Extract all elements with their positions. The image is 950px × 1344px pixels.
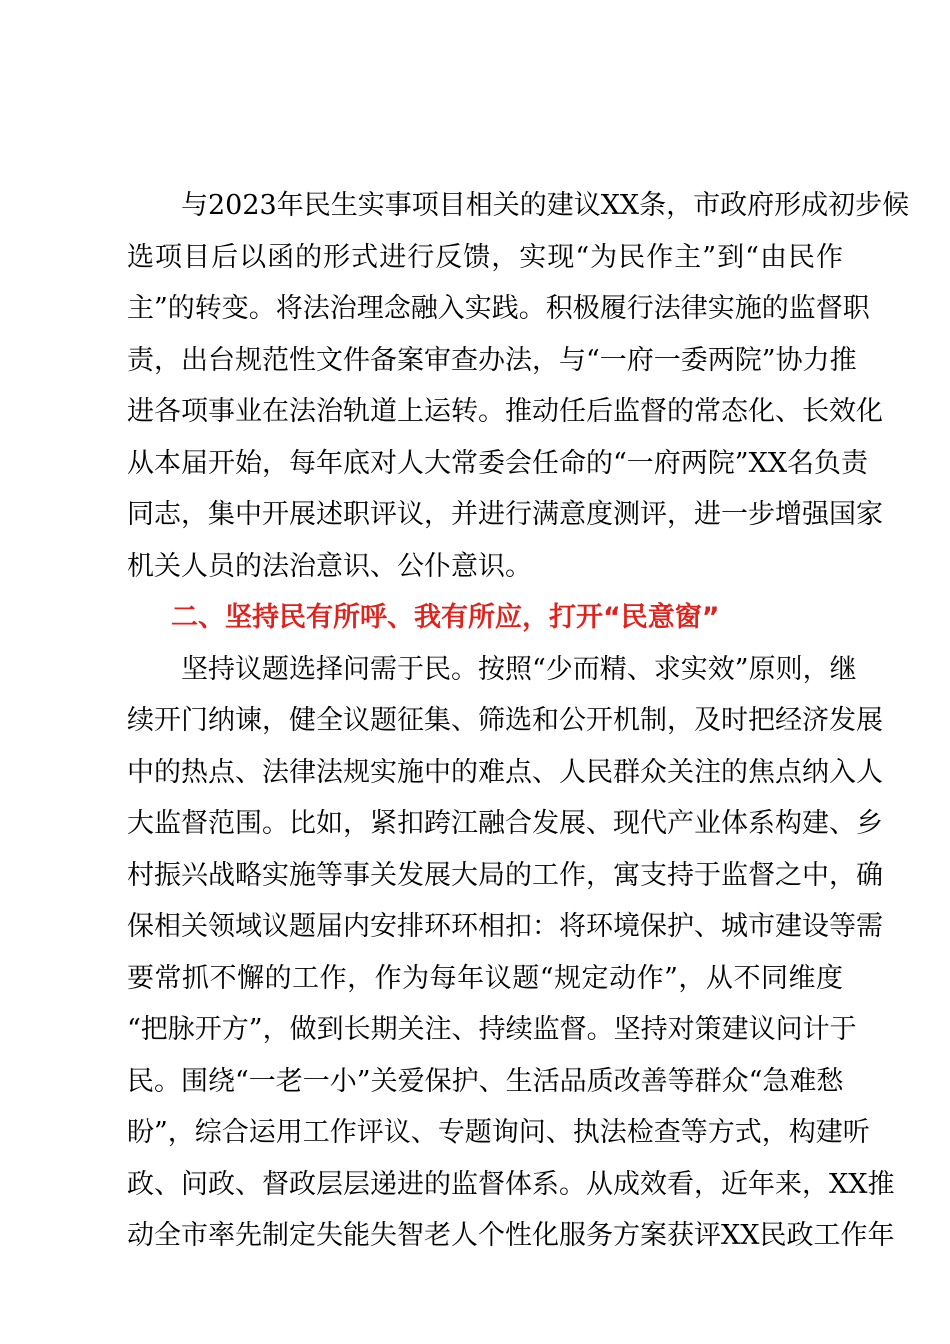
paragraph-line: 民。围绕“一老一小”关爱保护、生活品质改善等群众“急难愁 <box>127 1065 844 1097</box>
paragraph-line: 同志，集中开展述职评议，并进行满意度测评，进一步增强国家 <box>127 499 883 530</box>
document-body <box>127 180 910 1262</box>
section-heading: 二、坚持民有所呼、我有所应，打开“民意窗” <box>171 602 720 633</box>
paragraph-line: 机关人员的法治意识、公仆意识。 <box>127 550 532 582</box>
paragraph-line: 进各项事业在法治轨道上运转。推动任后监督的常态化、长效化 <box>127 396 883 427</box>
paragraph-line: 大监督范围。比如，紧扣跨江融合发展、现代产业体系构建、乡 <box>127 808 883 839</box>
paragraph-line: 坚持议题选择问需于民。按照“少而精、求实效”原则，继 <box>181 653 857 685</box>
paragraph-line: 与2023年民生实事项目相关的建议XX条，市政府形成初步候 <box>181 190 910 221</box>
paragraph-line: 盼”，综合运用工作评议、专题询问、执法检查等方式，构建听 <box>127 1117 870 1148</box>
paragraph-1 <box>127 180 910 592</box>
paragraph-line: 政、问政、督政层层递进的监督体系。从成效看，近年来，XX推 <box>127 1168 895 1200</box>
paragraph-line: 续开门纳谏，健全议题征集、筛选和公开机制，及时把经济发展 <box>127 705 883 736</box>
paragraph-line: 中的热点、法律法规实施中的难点、人民群众关注的焦点纳入人 <box>127 756 883 788</box>
paragraph-line: 保相关领域议题届内安排环环相扣：将环境保护、城市建设等需 <box>127 911 883 942</box>
paragraph-line: 动全市率先制定失能失智老人个性化服务方案获评XX民政工作年 <box>127 1220 895 1251</box>
paragraph-line: 责，出台规范性文件备案审查办法，与“一府一委两院”协力推 <box>127 344 857 376</box>
paragraph-line: 从本届开始，每年底对人大常委会任命的“一府两院”XX名负责 <box>127 447 869 479</box>
paragraph-line: 主”的转变。将法治理念融入实践。积极履行法律实施的监督职 <box>127 293 870 324</box>
paragraph-line: 选项目后以函的形式进行反馈，实现“为民作主”到“由民作 <box>127 241 843 273</box>
paragraph-2 <box>127 644 895 1262</box>
paragraph-line: 要常抓不懈的工作，作为每年议题“规定动作”，从不同维度 <box>127 962 843 994</box>
paragraph-line: “把脉开方”，做到长期关注、持续监督。坚持对策建议问计于 <box>127 1014 857 1045</box>
paragraph-line: 村振兴战略实施等事关发展大局的工作，寓支持于监督之中，确 <box>127 859 883 891</box>
